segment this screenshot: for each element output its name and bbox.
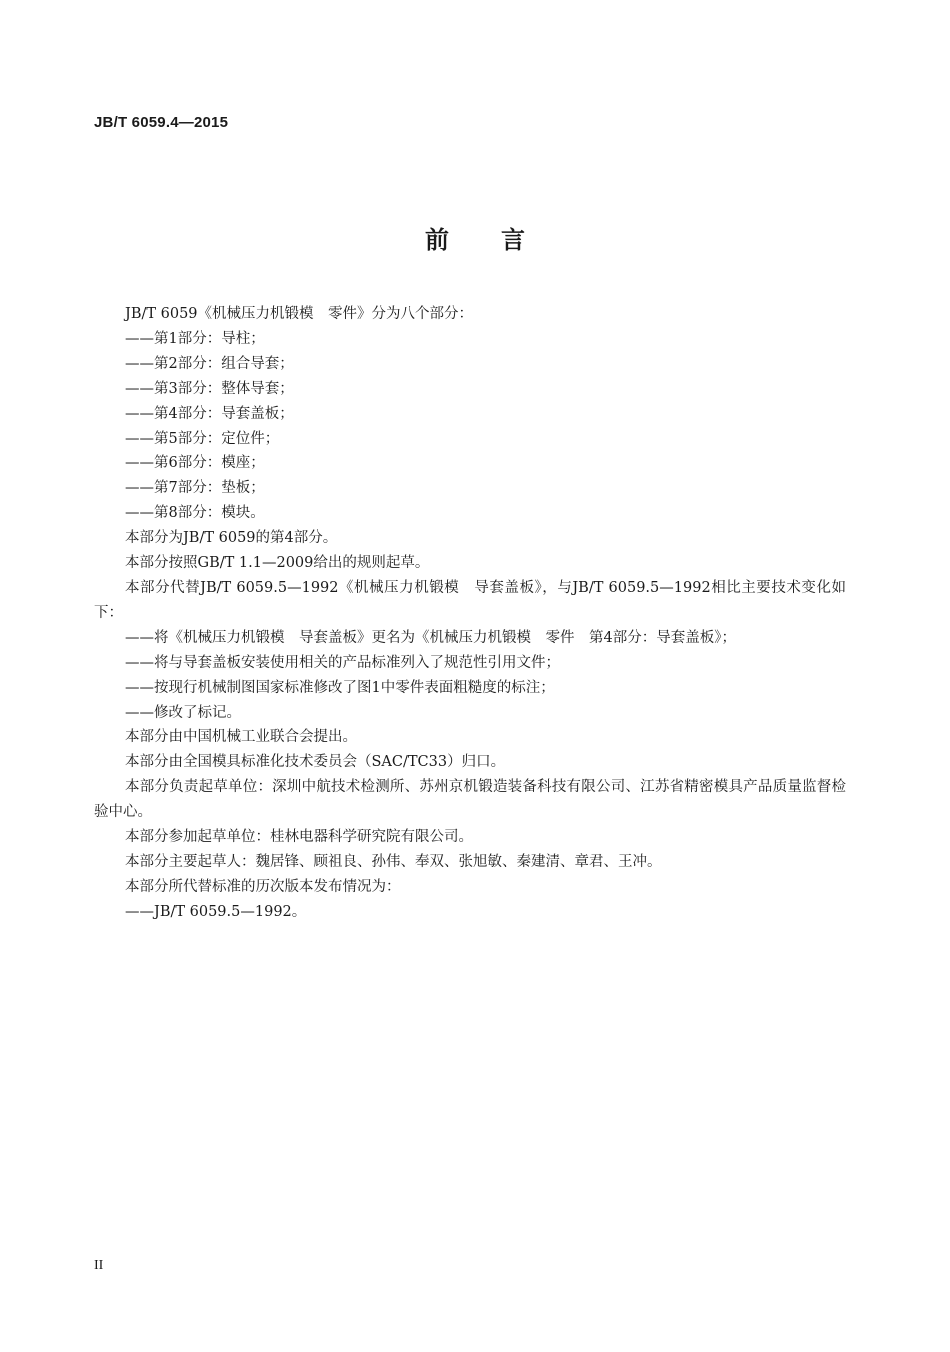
paragraph-history-intro: 本部分所代替标准的历次版本发布情况为： bbox=[125, 878, 401, 895]
paragraph-centralized-by: 本部分由全国模具标准化技术委员会（SAC/TC33）归口。 bbox=[125, 754, 506, 771]
list-item-history-1: ——JB/T 6059.5—1992。 bbox=[125, 903, 307, 920]
page-title bbox=[0, 220, 950, 255]
paragraph-participating-units: 本部分参加起草单位：桂林电器科学研究院有限公司。 bbox=[125, 829, 473, 846]
list-item-part-4: ——第4部分：导套盖板； bbox=[125, 405, 294, 422]
paragraph-proposed-by: 本部分由中国机械工业联合会提出。 bbox=[125, 729, 357, 746]
list-item-part-7: ——第7部分：垫板； bbox=[125, 480, 265, 497]
list-item-part-3: ——第3部分：整体导套； bbox=[125, 380, 294, 397]
list-item-part-2: ——第2部分：组合导套； bbox=[125, 355, 294, 372]
paragraph-main-drafters: 本部分主要起草人：魏居锋、顾祖良、孙伟、奉双、张旭敏、秦建清、章君、王冲。 bbox=[125, 853, 662, 870]
paragraph-part-statement: 本部分为JB/T 6059的第4部分。 bbox=[125, 530, 338, 547]
title-char-2: 言 bbox=[501, 225, 525, 254]
standard-number: JB/T 6059.4—2015 bbox=[94, 114, 229, 131]
list-item-change-4: ——修改了标记。 bbox=[125, 704, 241, 721]
paragraph-replacement: 本部分代替JB/T 6059.5—1992《机械压力机锻模 导套盖板》，与JB/T 6059.5—1992相比主要技术变化如下： bbox=[94, 579, 846, 621]
title-char-1: 前 bbox=[425, 225, 449, 254]
list-item-part-8: ——第8部分：模块。 bbox=[125, 505, 265, 522]
paragraph-drafting-rules: 本部分按照GB/T 1.1—2009给出的规则起草。 bbox=[125, 555, 430, 572]
paragraph-drafting-units: 本部分负责起草单位：深圳中航技术检测所、苏州京机锻造装备科技有限公司、江苏省精密模具产品质量监督检验中心。 bbox=[94, 779, 846, 821]
list-item-change-2: ——将与导套盖板安装使用相关的产品标准列入了规范性引用文件； bbox=[125, 654, 560, 671]
paragraph-intro: JB/T 6059《机械压力机锻模 零件》分为八个部分： bbox=[125, 306, 474, 322]
list-item-change-1: ——将《机械压力机锻模 导套盖板》更名为《机械压力机锻模 零件 第4部分：导套盖板》； bbox=[125, 629, 736, 646]
list-item-change-3: ——按现行机械制图国家标准修改了图1中零件表面粗糙度的标注； bbox=[125, 679, 555, 696]
list-item-part-6: ——第6部分：模座； bbox=[125, 455, 265, 472]
list-item-part-5: ——第5部分：定位件； bbox=[125, 430, 280, 447]
page-number: II bbox=[94, 1258, 104, 1273]
foreword-body bbox=[94, 302, 846, 925]
list-item-part-1: ——第1部分：导柱； bbox=[125, 330, 265, 347]
